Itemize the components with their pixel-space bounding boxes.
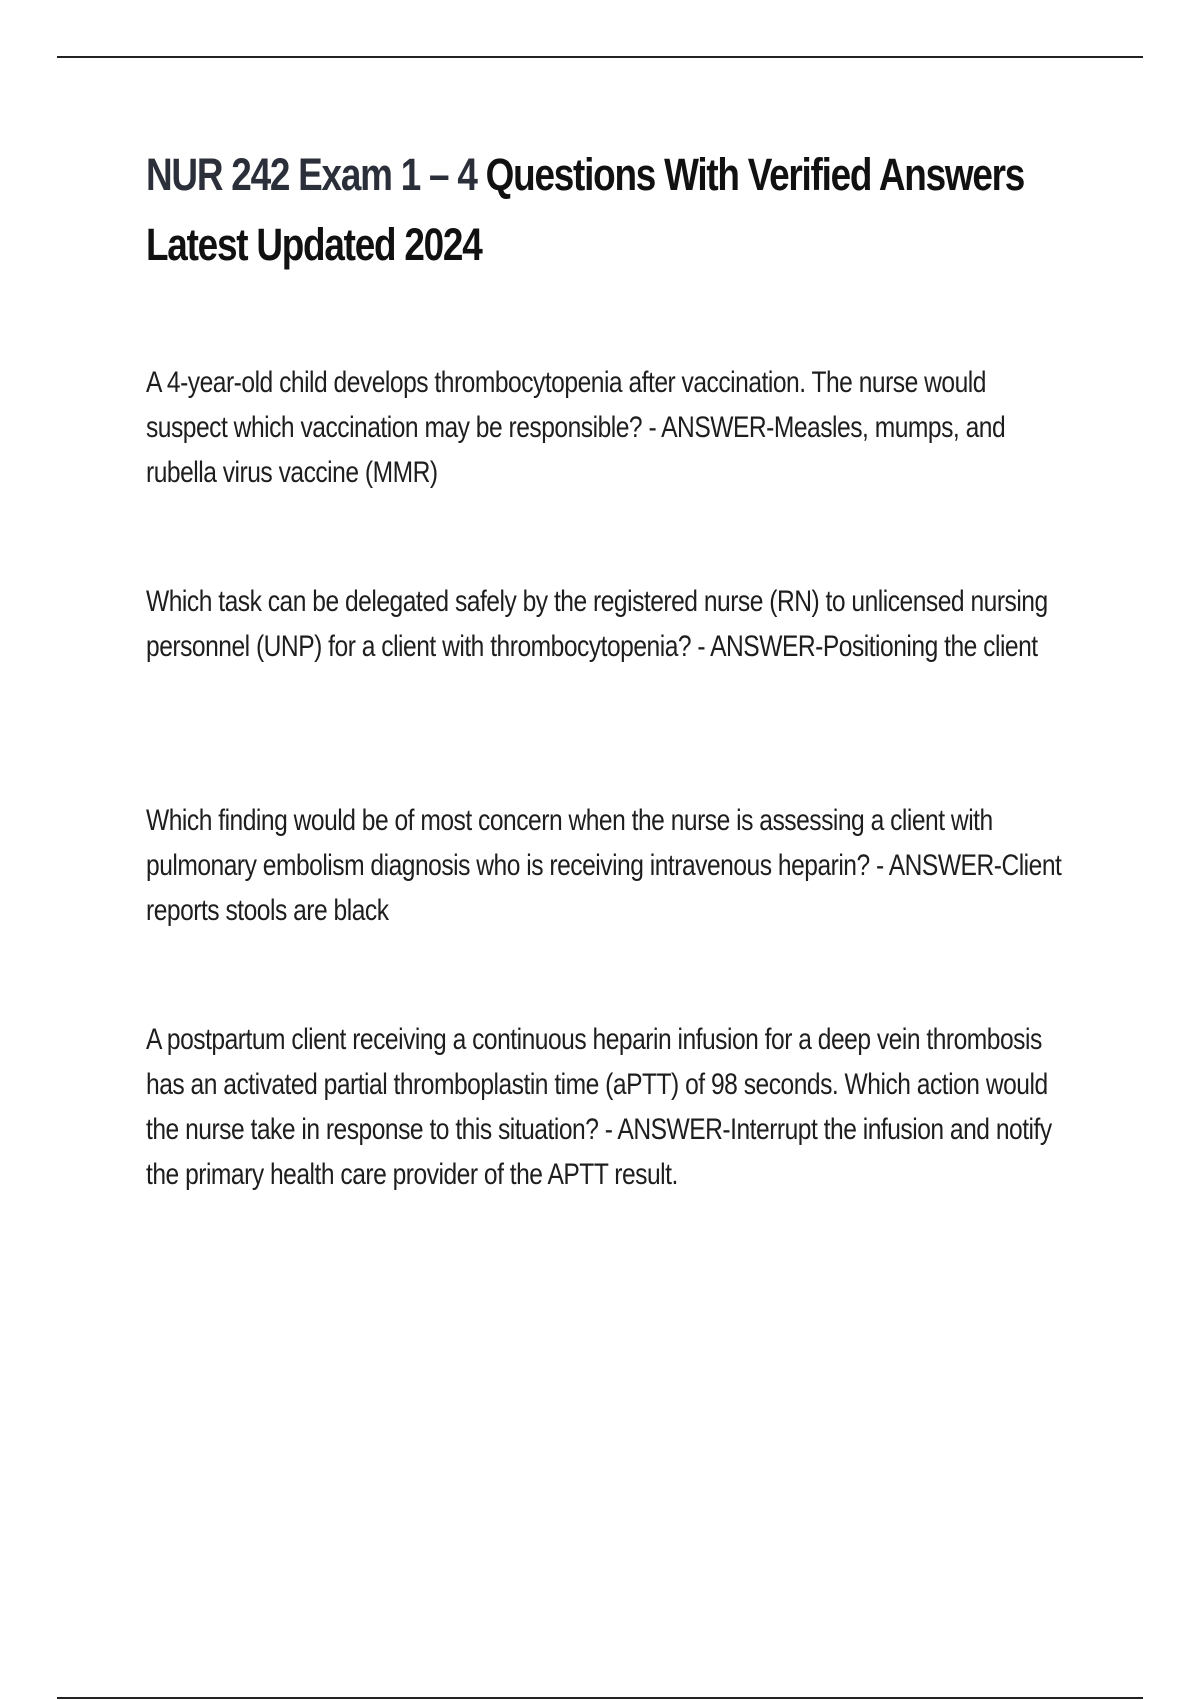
question-answer-item: A postpartum client receiving a continuous heparin infusion for a deep vein thrombosis has an activated partial thromboplastin time (aPTT) of 98 seconds. Which action would the nurse take in response to this situation? - ANSWER-Interrupt the infusion and notify the primary health care provider of the APTT result. — [146, 1023, 1052, 1191]
question-answer-item: A 4-year-old child develops thrombocytopenia after vaccination. The nurse would suspect which vaccination may be responsible? - ANSWER-Measles, mumps, and rubella virus vaccine (MMR) — [146, 366, 1006, 489]
document-body — [146, 140, 1086, 1191]
question-answer-item: Which task can be delegated safely by the registered nurse (RN) to unlicensed nursing personnel (UNP) for a client with thrombocytopenia? - ANSWER-Positioning the client — [146, 585, 1048, 663]
document-title — [146, 140, 1089, 280]
title-course-part: NUR 242 Exam 1 – 4 — [146, 149, 477, 200]
top-rule — [57, 56, 1143, 58]
title-description-part: Questions With Verified Answers Latest Updated 2024 — [146, 149, 1025, 270]
bottom-rule — [57, 1697, 1143, 1699]
question-answer-item: Which finding would be of most concern when the nurse is assessing a client with pulmonary embolism diagnosis who is receiving intravenous heparin? - ANSWER-Client reports stools are black — [146, 804, 1062, 927]
